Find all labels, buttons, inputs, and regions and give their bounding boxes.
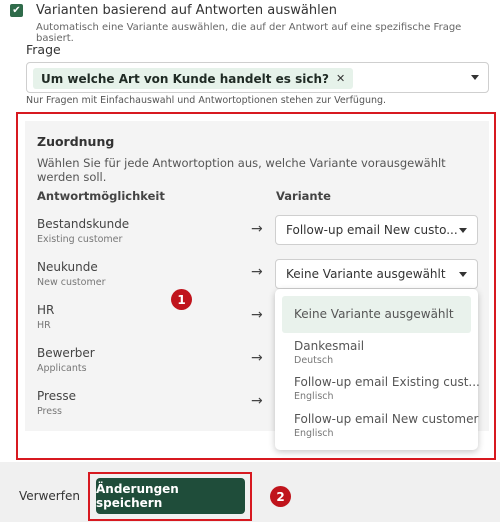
column-header-variant: Variante xyxy=(276,189,331,203)
question-hint: Nur Fragen mit Einfachauswahl und Antwortoptionen stehen zur Verfügung. xyxy=(26,95,387,106)
annotation-highlight-mapping xyxy=(16,112,496,460)
answer-sublabel: HR xyxy=(37,320,51,331)
variant-select-value: Keine Variante ausgewählt xyxy=(286,267,446,281)
answer-sublabel: Applicants xyxy=(37,363,87,374)
dropdown-option-label: Dankesmail xyxy=(294,339,365,353)
answer-sublabel: Press xyxy=(37,406,63,417)
answer-sublabel: Existing customer xyxy=(37,234,123,245)
question-label: Frage xyxy=(26,42,61,57)
annotation-marker: 1 xyxy=(171,289,192,310)
answer-label: Neukunde xyxy=(37,260,98,274)
question-tag xyxy=(33,68,353,89)
mapping-description: Wählen Sie für jede Antwortoption aus, welche Variante vorausgewählt werden soll. xyxy=(37,156,446,184)
question-tag-label: Um welche Art von Kunde handelt es sich? xyxy=(41,71,329,86)
check-icon: ✔ xyxy=(12,4,21,16)
question-select[interactable] xyxy=(26,62,489,93)
arrow-right-icon: → xyxy=(251,221,263,237)
arrow-right-icon: → xyxy=(251,264,263,280)
chevron-down-icon[interactable] xyxy=(471,75,479,80)
dropdown-option-sublabel: Englisch xyxy=(294,428,334,439)
dropdown-option-sublabel: Englisch xyxy=(294,391,334,402)
dropdown-option-label: Keine Variante ausgewählt xyxy=(294,307,454,321)
close-icon[interactable]: ✕ xyxy=(336,72,346,85)
column-header-answer: Antwortmöglichkeit xyxy=(37,189,165,203)
answer-label: Bewerber xyxy=(37,346,95,360)
annotation-marker: 2 xyxy=(270,486,291,507)
checkbox-description: Automatisch eine Variante auswählen, die auf der Antwort auf eine spezifische Frage basiert. xyxy=(36,22,462,44)
answer-label: Bestandskunde xyxy=(37,217,130,231)
answer-label: Presse xyxy=(37,389,76,403)
save-button[interactable]: Änderungen speichern xyxy=(96,478,245,514)
arrow-right-icon: → xyxy=(251,307,263,323)
footer-bar xyxy=(0,462,500,522)
dropdown-option-label: Follow-up email New customer xyxy=(294,412,479,426)
checkbox-label: Varianten basierend auf Antworten auswählen xyxy=(36,3,337,18)
arrow-right-icon: → xyxy=(251,393,263,409)
dropdown-option-sublabel: Deutsch xyxy=(294,355,334,366)
annotation-highlight-save xyxy=(88,472,252,521)
dropdown-option-label: Follow-up email Existing cust... xyxy=(294,375,480,389)
discard-button[interactable]: Verwerfen xyxy=(19,489,80,503)
variant-select-value: Follow-up email New custo... xyxy=(286,223,458,237)
answer-label: HR xyxy=(37,303,55,317)
mapping-title: Zuordnung xyxy=(37,134,115,149)
arrow-right-icon: → xyxy=(251,350,263,366)
answer-sublabel: New customer xyxy=(37,277,106,288)
checkbox[interactable] xyxy=(10,4,23,17)
variants-by-answer-toggle[interactable] xyxy=(10,3,337,18)
